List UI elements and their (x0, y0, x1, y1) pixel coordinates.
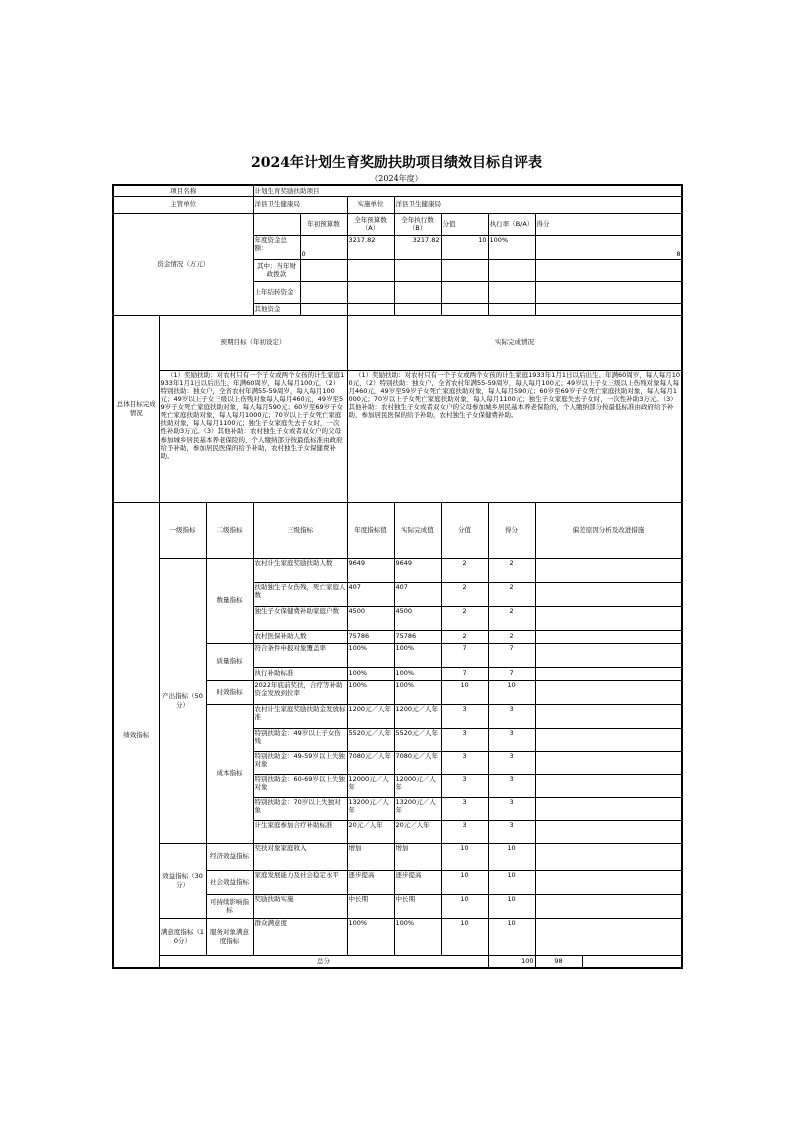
indicator-target: 100% (347, 643, 394, 667)
full-budget-header: 全年预算数（A） (347, 213, 394, 235)
score-header: 得分 (535, 213, 682, 235)
total-full-budget: 3217.82 (347, 235, 394, 259)
indicator-name: 奖扶对象家庭收入 (253, 843, 347, 870)
perf-label: 绩效指标 (113, 502, 159, 968)
indicator-score: 10 (488, 843, 535, 870)
indicator-value: 7 (441, 643, 488, 667)
project-name-label: 项目名称 (113, 185, 253, 196)
indicator-target: 4500 (347, 606, 394, 630)
cost-group: 成本指标 (206, 704, 253, 843)
total-full-exec: 3217.82 (394, 235, 441, 259)
indicator-target: 中长期 (347, 894, 394, 918)
indicator-value: 3 (441, 820, 488, 843)
indicator-actual: 9649 (394, 558, 441, 582)
indicator-name: 农村计生家庭奖励扶助人数 (253, 558, 347, 582)
indicator-actual: 4500 (394, 606, 441, 630)
indicator-score: 3 (488, 704, 535, 728)
benefit-group: 效益指标（30分） (159, 843, 206, 918)
indicator-name: 奖励扶助实施 (253, 894, 347, 918)
actual-value-header: 实际完成值 (394, 502, 441, 558)
indicator-score: 2 (488, 606, 535, 630)
indicator-value: 2 (441, 630, 488, 643)
indicator-target: 逐步提高 (347, 870, 394, 894)
indicator-value: 2 (441, 606, 488, 630)
overall-label: 总体目标完成情况 (113, 315, 159, 502)
economic-group: 经济效益指标 (206, 843, 253, 870)
indicator-target: 1200元／人年 (347, 704, 394, 728)
indicator-target: 增加 (347, 843, 394, 870)
indicator-value: 10 (441, 843, 488, 870)
indicator-value: 3 (441, 704, 488, 728)
indicator-score: 2 (488, 558, 535, 582)
social-group: 社会效益指标 (206, 870, 253, 894)
indicator-value: 7 (441, 667, 488, 680)
indicator-name: 农村计生家庭奖励扶助金发放标准 (253, 704, 347, 728)
indicator-actual: 7080元／人年 (394, 751, 441, 774)
indicator-actual: 逐步提高 (394, 870, 441, 894)
indicator-score: 3 (488, 820, 535, 843)
indicator-target: 20元／人年 (347, 820, 394, 843)
funds-label: 资金情况（万元） (113, 213, 253, 315)
indicator-actual: 100% (394, 680, 441, 704)
dept-label: 主管单位 (113, 196, 253, 213)
indicator-actual: 5520元／人年 (394, 728, 441, 751)
sustain-group: 可持续影响指标 (206, 894, 253, 918)
indicator-name: 农村医保补助人数 (253, 630, 347, 643)
total-yearly-budget: 0 (300, 235, 347, 259)
indicator-value: 3 (441, 774, 488, 797)
indicator-actual: 12000元／人年 (394, 774, 441, 797)
total-exec-rate: 100% (488, 235, 535, 259)
indicator-score: 10 (488, 918, 535, 955)
timeliness-group: 时效指标 (206, 680, 253, 704)
expected-header: 预期目标（年初设定） (159, 315, 347, 370)
indicator-value: 10 (441, 894, 488, 918)
indicator-name: 执行补助标准 (253, 667, 347, 680)
total-score-sum: 98 (535, 955, 582, 968)
indicator-target: 407 (347, 582, 394, 606)
indicator-score: 10 (488, 680, 535, 704)
indicator-score: 10 (488, 870, 535, 894)
service-group: 服务对象满意度指标 (206, 918, 253, 955)
indicator-score: 10 (488, 894, 535, 918)
indicator-actual: 1200元／人年 (394, 704, 441, 728)
indicator-score: 3 (488, 797, 535, 820)
indicator-name: 特别扶助金：60-69岁以上失独对象 (253, 774, 347, 797)
evaluation-table (112, 184, 683, 969)
total-value: 100 (488, 955, 535, 968)
indicator-target: 7080元／人年 (347, 751, 394, 774)
indicator-score: 3 (488, 728, 535, 751)
indicator-name: 独生子女保健费补助家庭户数 (253, 606, 347, 630)
indicator-name: 特别扶助金：70岁以上失独对象 (253, 797, 347, 820)
score-value-header: 分值 (441, 213, 488, 235)
actual-text: （1）奖励扶助：对农村只有一个子女或两个女孩的计生家庭1933年1月1日以后出生、年满60周岁，每人每月100元，（2）特别扶助：独女户，全省农村年满55-59周岁，每人每月100元；49岁以上子女三级以上伤残对象每人每月460元，49岁至59岁子女死亡家庭扶助对象，每人每月590元；60岁至69岁子女死亡家庭扶助对象，每人每月1000元；70岁以上子女死亡家庭扶助对象，每人每月1100元；独生子女家庭失去子女时，一次性补助3万元。（3）其他补助：农村独生子女或者双女户的父母参加城乡居民基本养老保险的，个人缴纳部分按最低标准由政府给予补助，参加居民医保的给予补助，农村独生子女保健费补助。 (347, 370, 682, 502)
quality-group: 质量指标 (206, 643, 253, 680)
total-funds-label: 年度资金总额： (253, 235, 300, 259)
indicator-name: 家庭发展能力及社会稳定水平 (253, 870, 347, 894)
yearly-budget-header: 年初预算数 (300, 213, 347, 235)
output-group: 产出指标（50分） (159, 558, 206, 843)
fiscal-label: 其中：当年财政拨款 (253, 259, 300, 281)
quantity-group: 数量指标 (206, 558, 253, 643)
indicator-score: 3 (488, 751, 535, 774)
indicator-actual: 增加 (394, 843, 441, 870)
indicator-value: 10 (441, 680, 488, 704)
indicator-name: 扶助独生子女伤残，死亡家庭人数 (253, 582, 347, 606)
deviation-header: 偏差原因分析及改进措施 (535, 502, 682, 558)
indicator-score: 3 (488, 774, 535, 797)
exec-rate-header: 执行率（B/A） (488, 213, 535, 235)
target-header: 年度指标值 (347, 502, 394, 558)
indicator-name: 特别扶助金：49-59岁以上失独对象 (253, 751, 347, 774)
indicator-name: 2022年底前奖扶，合疗等补助资金发放到位率 (253, 680, 347, 704)
value-header: 分值 (441, 502, 488, 558)
page-subtitle: （2024年度） (370, 174, 423, 183)
page-title: 2024年计划生育奖励扶助项目绩效目标自评表 (251, 155, 542, 171)
indicator-score: 7 (488, 643, 535, 667)
total-label: 总分 (159, 955, 488, 968)
l2-header: 二级指标 (206, 502, 253, 558)
indicator-score: 7 (488, 667, 535, 680)
indicator-score: 2 (488, 582, 535, 606)
indicator-value: 3 (441, 728, 488, 751)
indicator-value: 3 (441, 797, 488, 820)
indicator-actual: 20元／人年 (394, 820, 441, 843)
indicator-name: 计生家庭参加合疗补助标准 (253, 820, 347, 843)
indicator-actual: 100% (394, 667, 441, 680)
indicator-value: 10 (441, 870, 488, 894)
indicator-value: 2 (441, 558, 488, 582)
l3-header: 三级指标 (253, 502, 347, 558)
indicator-target: 9649 (347, 558, 394, 582)
indicator-value: 3 (441, 751, 488, 774)
indicator-actual: 407 (394, 582, 441, 606)
funds-blank (253, 213, 300, 235)
indicator-target: 75786 (347, 630, 394, 643)
total-score: 8 (535, 235, 682, 259)
impl-label: 实施单位 (347, 196, 394, 213)
indicator-actual: 100% (394, 918, 441, 955)
l1-header: 一级指标 (159, 502, 206, 558)
project-name-value: 计划生育奖励扶助项目 (253, 185, 682, 196)
expected-text: （1）奖励扶助：对农村只有一个子女或两个女孩的计生家庭1933年1月1日以后出生、年满60周岁，每人每月100元，（2）特别扶助：独女户，全省农村年满55-59周岁，每人每月100元；49岁以上子女三级以上伤残对象每人每月460元，49岁至59岁子女死亡家庭扶助对象，每人每月590元；60岁至69岁子女死亡家庭扶助对象，每人每月1000元；70岁以上子女死亡家庭扶助对象，每人每月1100元；独生子女家庭失去子女时，一次性补助3万元。（3）其他补助：农村独生子女或者双女户的父母参加城乡居民基本养老保险的，个人缴纳部分按最低标准由政府给予补助，参加居民医保的给予补助，农村独生子女保健费补助。 (159, 370, 347, 502)
indicator-target: 100% (347, 680, 394, 704)
score-col-header: 得分 (488, 502, 535, 558)
impl-value: 洋县卫生健康局 (394, 196, 682, 213)
indicator-actual: 75786 (394, 630, 441, 643)
indicator-target: 100% (347, 667, 394, 680)
indicator-actual: 13200元／人年 (394, 797, 441, 820)
indicator-target: 13200元／人年 (347, 797, 394, 820)
carryover-label: 上年结转资金 (253, 281, 300, 303)
indicator-score: 2 (488, 630, 535, 643)
dept-value: 洋县卫生健康局 (253, 196, 347, 213)
indicator-name: 符合条件申报对象覆盖率 (253, 643, 347, 667)
indicator-value: 2 (441, 582, 488, 606)
indicator-name: 群众满意度 (253, 918, 347, 955)
indicator-target: 5520元／人年 (347, 728, 394, 751)
indicator-name: 特别扶助金：49岁以上子女伤残 (253, 728, 347, 751)
satisfaction-group: 满意度指标（10分） (159, 918, 206, 955)
actual-header: 实际完成情况 (347, 315, 682, 370)
full-exec-header: 全年执行数（B） (394, 213, 441, 235)
indicator-target: 12000元／人年 (347, 774, 394, 797)
other-funds-label: 其他资金 (253, 303, 300, 315)
indicator-target: 100% (347, 918, 394, 955)
indicator-actual: 100% (394, 643, 441, 667)
indicator-value: 10 (441, 918, 488, 955)
indicator-actual: 中长期 (394, 894, 441, 918)
total-score-value: 10 (441, 235, 488, 259)
